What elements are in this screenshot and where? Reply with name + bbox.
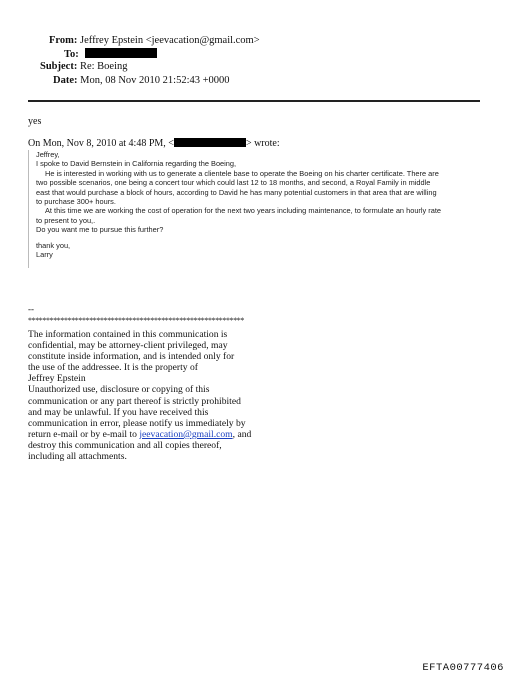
date-row xyxy=(53,75,230,86)
quoted-line: east that would purchase a block of hours, according to David he has many potential customers in that area that are willing xyxy=(36,187,437,197)
subject-value: Re: Boeing xyxy=(79,61,128,72)
disclaimer-line: and may be unlawful. If you have received this xyxy=(28,406,209,418)
to-row xyxy=(64,48,157,60)
disclaimer-line: Jeffrey Epstein xyxy=(28,373,86,385)
redaction-bar xyxy=(174,138,246,147)
quoted-message xyxy=(28,150,488,268)
quoted-signature: Larry xyxy=(36,250,53,260)
quoted-line: I spoke to David Bernstein in California regarding the Boeing, xyxy=(36,159,237,169)
redaction-bar xyxy=(85,48,157,58)
disclaimer-line: confidential, may be attorney-client privileged, may xyxy=(28,340,228,352)
signature-stars: ************************************************************ xyxy=(28,316,245,325)
quoted-line: At this time we are working the cost of operation for the next two years including maintenance, to formulate an hourly rate xyxy=(45,206,442,216)
subject-label: Subject: xyxy=(40,61,78,72)
to-label: To: xyxy=(64,49,79,60)
disclaimer-line: communication or any part thereof is strictly prohibited xyxy=(28,395,241,407)
disclaimer-line: destroy this communication and all copies thereof, xyxy=(28,439,222,451)
disclaimer-line: including all attachments. xyxy=(28,451,127,463)
disclaimer-line: The information contained in this communication is xyxy=(28,329,228,340)
quote-intro xyxy=(28,138,280,149)
subject-row xyxy=(40,61,128,72)
disclaimer-line: the use of the addressee. It is the property of xyxy=(28,362,198,374)
quote-intro-suffix: > wrote: xyxy=(245,138,280,149)
quote-intro-prefix: On Mon, Nov 8, 2010 at 4:48 PM, < xyxy=(28,138,174,149)
from-label: From: xyxy=(49,35,78,46)
document-id: EFTA00777406 xyxy=(422,662,504,674)
quoted-line: He is interested in working with us to generate a clientele base to operate the Boeing on his charter certificate. There are xyxy=(45,168,439,178)
quoted-line: two possible scenarios, one being a concert tour which could last 12 to 18 months, and second, a Royal Family in middle xyxy=(36,178,431,188)
date-label: Date: xyxy=(53,75,78,86)
email-link[interactable]: jeevacation@gmail.com xyxy=(139,428,233,440)
quoted-line: Do you want me to pursue this further? xyxy=(36,225,164,235)
disclaimer-line: return e-mail or by e-mail to jeevacation@gmail.com, and xyxy=(28,428,252,440)
date-value: Mon, 08 Nov 2010 21:52:43 +0000 xyxy=(80,75,230,86)
quoted-line: to purchase 300+ hours. xyxy=(36,197,116,207)
reply-text: yes xyxy=(28,116,42,127)
confidentiality-disclaimer xyxy=(28,329,328,462)
from-value: Jeffrey Epstein <jeevacation@gmail.com> xyxy=(80,35,260,46)
quoted-line: Jeffrey, xyxy=(36,150,60,159)
from-row xyxy=(49,35,260,46)
disclaimer-line: communication in error, please notify us immediately by xyxy=(28,417,246,429)
quoted-line: to present to you,. xyxy=(36,215,96,225)
signature-dash: -- xyxy=(28,304,34,314)
header-divider xyxy=(28,100,480,102)
quoted-signoff: thank you, xyxy=(36,240,71,250)
disclaimer-line: Unauthorized use, disclosure or copying of this xyxy=(28,384,210,396)
disclaimer-line: constitute inside information, and is intended only for xyxy=(28,351,235,363)
